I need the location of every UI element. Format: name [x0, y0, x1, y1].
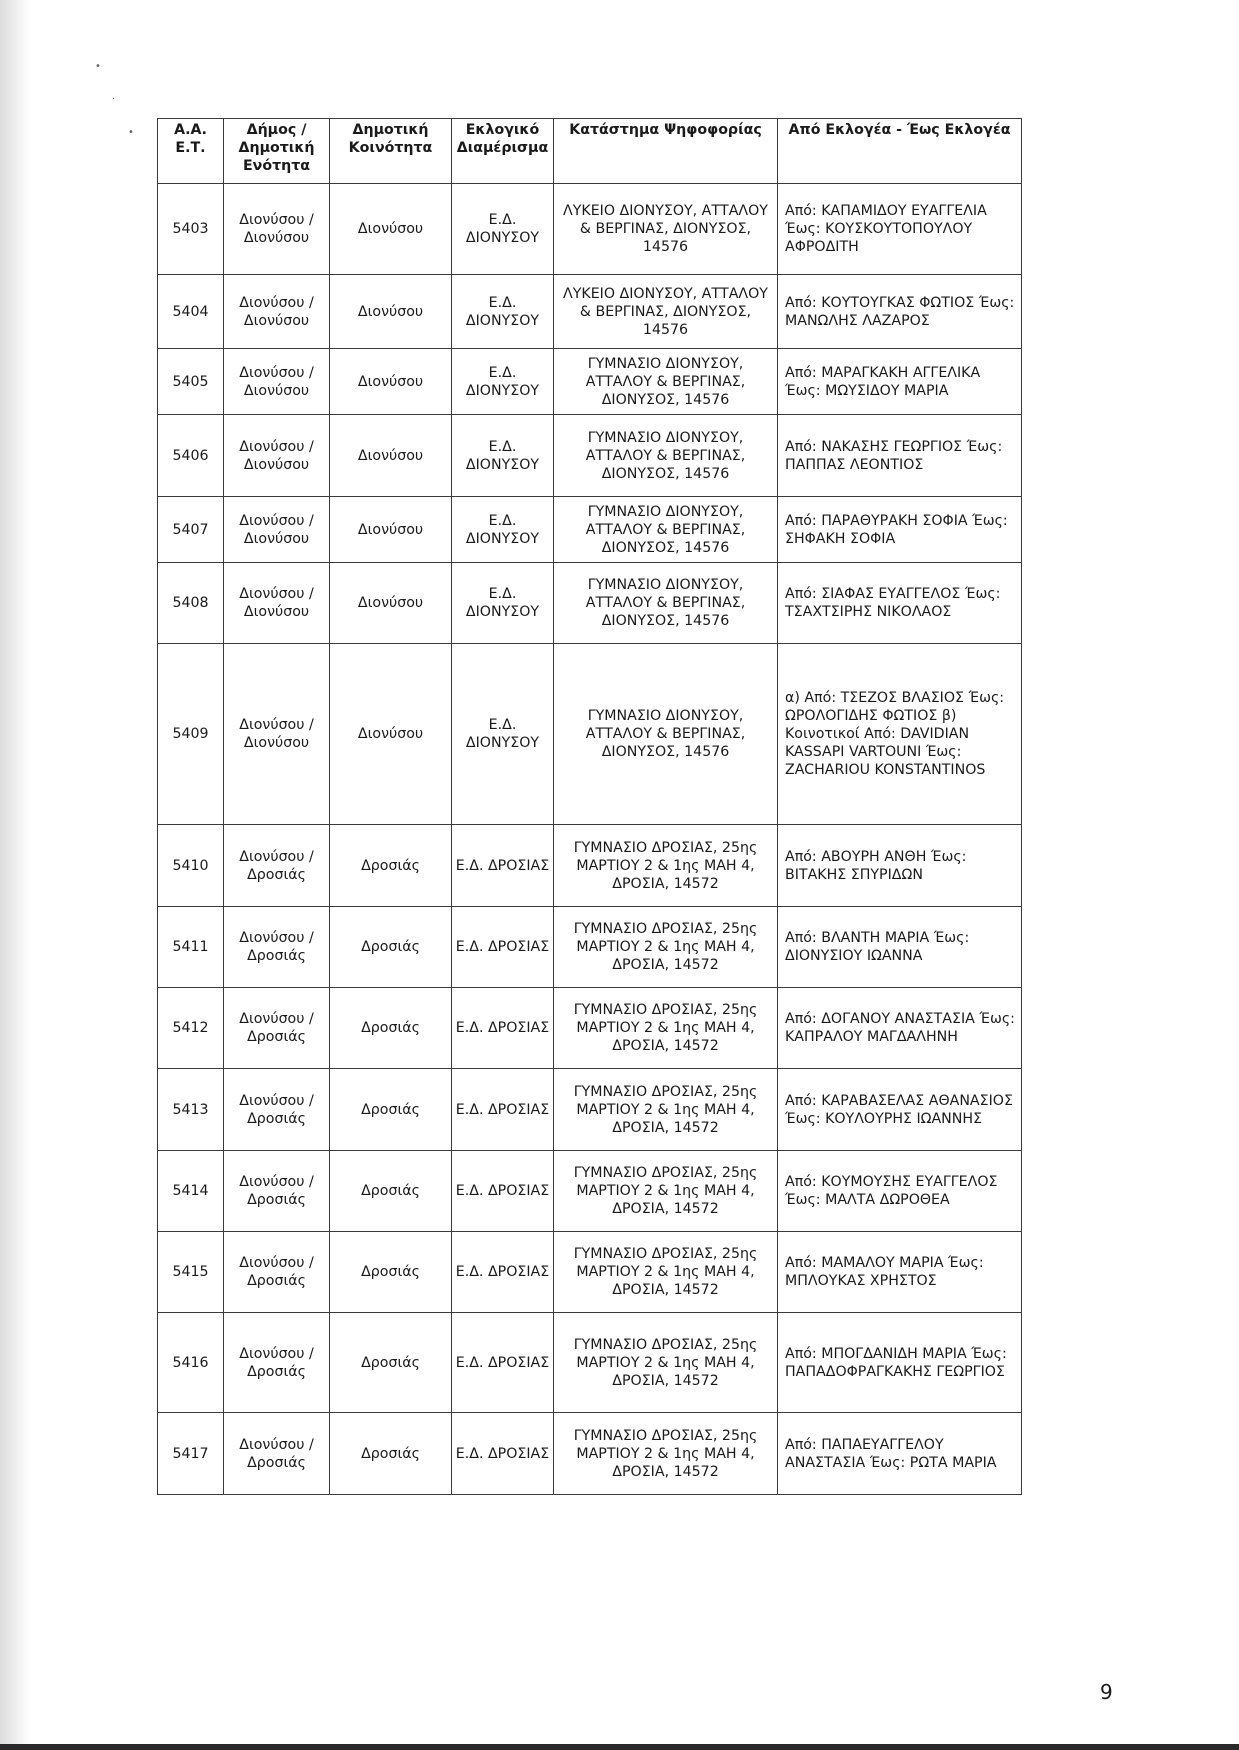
cell-katastima: ΛΥΚΕΙΟ ΔΙΟΝΥΣΟΥ, ΑΤΤΑΛΟΥ & ΒΕΡΓΙΝΑΣ, ΔΙΟΝΥΣΟΣ, 14576 [554, 184, 778, 275]
cell-aa: 5403 [158, 184, 224, 275]
cell-aa: 5417 [158, 1413, 224, 1495]
cell-diamerisma: Ε.Δ. ΔΙΟΝΥΣΟΥ [452, 415, 554, 497]
cell-koinotita: Διονύσου [330, 275, 452, 349]
header-diamerisma: Εκλογικό Διαμέρισμα [452, 119, 554, 184]
cell-dimos: Διονύσου / Δροσιάς [224, 825, 330, 907]
cell-range: Από: ΔΟΓΑΝΟΥ ΑΝΑΣΤΑΣΙΑ Έως: ΚΑΠΡΑΛΟΥ ΜΑΓΔΑΛΗΝΗ [778, 988, 1022, 1069]
cell-koinotita: Δροσιάς [330, 1313, 452, 1413]
cell-dimos: Διονύσου / Διονύσου [224, 497, 330, 563]
cell-aa: 5413 [158, 1069, 224, 1151]
cell-aa: 5411 [158, 907, 224, 988]
cell-katastima: ΓΥΜΝΑΣΙΟ ΔΡΟΣΙΑΣ, 25ης ΜΑΡΤΙΟΥ 2 & 1ης ΜΑΗ 4, ΔΡΟΣΙΑ, 14572 [554, 1232, 778, 1313]
cell-range: Από: ΑΒΟΥΡΗ ΑΝΘΗ Έως: ΒΙΤΑΚΗΣ ΣΠΥΡΙΔΩΝ [778, 825, 1022, 907]
cell-range: Από: ΚΟΥΜΟΥΣΗΣ ΕΥΑΓΓΕΛΟΣ Έως: ΜΑΛΤΑ ΔΩΡΟΘΕΑ [778, 1151, 1022, 1232]
scan-speck: · [112, 94, 116, 105]
cell-katastima: ΓΥΜΝΑΣΙΟ ΔΙΟΝΥΣΟΥ, ΑΤΤΑΛΟΥ & ΒΕΡΓΙΝΑΣ, ΔΙΟΝΥΣΟΣ, 14576 [554, 563, 778, 644]
cell-aa: 5405 [158, 349, 224, 415]
cell-diamerisma: Ε.Δ. ΔΙΟΝΥΣΟΥ [452, 644, 554, 825]
cell-range: Από: ΚΟΥΤΟΥΓΚΑΣ ΦΩΤΙΟΣ Έως: ΜΑΝΩΛΗΣ ΛΑΖΑΡΟΣ [778, 275, 1022, 349]
table-row [158, 349, 1022, 415]
table-row [158, 184, 1022, 275]
cell-dimos: Διονύσου / Δροσιάς [224, 1151, 330, 1232]
cell-katastima: ΓΥΜΝΑΣΙΟ ΔΙΟΝΥΣΟΥ, ΑΤΤΑΛΟΥ & ΒΕΡΓΙΝΑΣ, ΔΙΟΝΥΣΟΣ, 14576 [554, 644, 778, 825]
table-row [158, 825, 1022, 907]
table-row [158, 644, 1022, 825]
header-dimos: Δήμος / Δημοτική Ενότητα [224, 119, 330, 184]
cell-koinotita: Διονύσου [330, 497, 452, 563]
cell-aa: 5414 [158, 1151, 224, 1232]
cell-diamerisma: Ε.Δ. ΔΡΟΣΙΑΣ [452, 1151, 554, 1232]
scan-bottom-edge [0, 1744, 1239, 1750]
cell-dimos: Διονύσου / Δροσιάς [224, 1232, 330, 1313]
cell-aa: 5416 [158, 1313, 224, 1413]
cell-range: Από: ΝΑΚΑΣΗΣ ΓΕΩΡΓΙΟΣ Έως: ΠΑΠΠΑΣ ΛΕΟΝΤΙΟΣ [778, 415, 1022, 497]
cell-koinotita: Διονύσου [330, 563, 452, 644]
page-number: 9 [1100, 1680, 1113, 1704]
cell-dimos: Διονύσου / Διονύσου [224, 275, 330, 349]
cell-range: Από: ΜΠΟΓΔΑΝΙΔΗ ΜΑΡΙΑ Έως: ΠΑΠΑΔΟΦΡΑΓΚΑΚΗΣ ΓΕΩΡΓΙΟΣ [778, 1313, 1022, 1413]
cell-aa: 5407 [158, 497, 224, 563]
cell-koinotita: Διονύσου [330, 644, 452, 825]
cell-dimos: Διονύσου / Διονύσου [224, 349, 330, 415]
cell-dimos: Διονύσου / Δροσιάς [224, 1413, 330, 1495]
table-row [158, 497, 1022, 563]
table-row [158, 275, 1022, 349]
cell-range: Από: ΚΑΠΑΜΙΔΟΥ ΕΥΑΓΓΕΛΙΑ Έως: ΚΟΥΣΚΟΥΤΟΠΟΥΛΟΥ ΑΦΡΟΔΙΤΗ [778, 184, 1022, 275]
cell-aa: 5409 [158, 644, 224, 825]
cell-range: Από: ΒΛΑΝΤΗ ΜΑΡΙΑ Έως: ΔΙΟΝΥΣΙΟΥ ΙΩΑΝΝΑ [778, 907, 1022, 988]
cell-koinotita: Δροσιάς [330, 1069, 452, 1151]
scan-speck: • [95, 61, 101, 72]
header-range: Από Εκλογέα - Έως Εκλογέα [778, 119, 1022, 184]
cell-aa: 5404 [158, 275, 224, 349]
cell-range: Από: ΠΑΡΑΘΥΡΑΚΗ ΣΟΦΙΑ Έως: ΣΗΦΑΚΗ ΣΟΦΙΑ [778, 497, 1022, 563]
cell-katastima: ΓΥΜΝΑΣΙΟ ΔΡΟΣΙΑΣ, 25ης ΜΑΡΤΙΟΥ 2 & 1ης ΜΑΗ 4, ΔΡΟΣΙΑ, 14572 [554, 1069, 778, 1151]
table-row [158, 1313, 1022, 1413]
cell-diamerisma: Ε.Δ. ΔΡΟΣΙΑΣ [452, 825, 554, 907]
cell-aa: 5415 [158, 1232, 224, 1313]
cell-range: Από: ΣΙΑΦΑΣ ΕΥΑΓΓΕΛΟΣ Έως: ΤΣΑΧΤΣΙΡΗΣ ΝΙΚΟΛΑΟΣ [778, 563, 1022, 644]
table-row [158, 1151, 1022, 1232]
cell-katastima: ΓΥΜΝΑΣΙΟ ΔΡΟΣΙΑΣ, 25ης ΜΑΡΤΙΟΥ 2 & 1ης ΜΑΗ 4, ΔΡΟΣΙΑ, 14572 [554, 1313, 778, 1413]
cell-katastima: ΓΥΜΝΑΣΙΟ ΔΡΟΣΙΑΣ, 25ης ΜΑΡΤΙΟΥ 2 & 1ης ΜΑΗ 4, ΔΡΟΣΙΑ, 14572 [554, 1151, 778, 1232]
cell-diamerisma: Ε.Δ. ΔΡΟΣΙΑΣ [452, 907, 554, 988]
cell-dimos: Διονύσου / Διονύσου [224, 644, 330, 825]
cell-dimos: Διονύσου / Διονύσου [224, 184, 330, 275]
cell-diamerisma: Ε.Δ. ΔΡΟΣΙΑΣ [452, 1313, 554, 1413]
cell-diamerisma: Ε.Δ. ΔΡΟΣΙΑΣ [452, 1232, 554, 1313]
cell-aa: 5406 [158, 415, 224, 497]
cell-koinotita: Δροσιάς [330, 907, 452, 988]
cell-diamerisma: Ε.Δ. ΔΡΟΣΙΑΣ [452, 988, 554, 1069]
cell-range: Από: ΠΑΠΑΕΥΑΓΓΕΛΟΥ ΑΝΑΣΤΑΣΙΑ Έως: ΡΩΤΑ ΜΑΡΙΑ [778, 1413, 1022, 1495]
cell-katastima: ΓΥΜΝΑΣΙΟ ΔΙΟΝΥΣΟΥ, ΑΤΤΑΛΟΥ & ΒΕΡΓΙΝΑΣ, ΔΙΟΝΥΣΟΣ, 14576 [554, 497, 778, 563]
cell-diamerisma: Ε.Δ. ΔΙΟΝΥΣΟΥ [452, 563, 554, 644]
scan-shadow [0, 0, 30, 1750]
cell-diamerisma: Ε.Δ. ΔΡΟΣΙΑΣ [452, 1069, 554, 1151]
cell-koinotita: Δροσιάς [330, 1151, 452, 1232]
table-row [158, 1232, 1022, 1313]
cell-aa: 5412 [158, 988, 224, 1069]
table-row [158, 907, 1022, 988]
cell-koinotita: Διονύσου [330, 184, 452, 275]
cell-koinotita: Δροσιάς [330, 1413, 452, 1495]
table-row [158, 988, 1022, 1069]
cell-koinotita: Δροσιάς [330, 1232, 452, 1313]
cell-dimos: Διονύσου / Δροσιάς [224, 1069, 330, 1151]
cell-dimos: Διονύσου / Δροσιάς [224, 907, 330, 988]
cell-katastima: ΓΥΜΝΑΣΙΟ ΔΡΟΣΙΑΣ, 25ης ΜΑΡΤΙΟΥ 2 & 1ης ΜΑΗ 4, ΔΡΟΣΙΑ, 14572 [554, 988, 778, 1069]
cell-dimos: Διονύσου / Δροσιάς [224, 1313, 330, 1413]
cell-koinotita: Δροσιάς [330, 825, 452, 907]
cell-range: Από: ΜΑΜΑΛΟΥ ΜΑΡΙΑ Έως: ΜΠΛΟΥΚΑΣ ΧΡΗΣΤΟΣ [778, 1232, 1022, 1313]
cell-katastima: ΓΥΜΝΑΣΙΟ ΔΙΟΝΥΣΟΥ, ΑΤΤΑΛΟΥ & ΒΕΡΓΙΝΑΣ, ΔΙΟΝΥΣΟΣ, 14576 [554, 415, 778, 497]
cell-range: Από: ΜΑΡΑΓΚΑΚΗ ΑΓΓΕΛΙΚΑ Έως: ΜΩΥΣΙΔΟΥ ΜΑΡΙΑ [778, 349, 1022, 415]
header-aa: Α.Α. Ε.Τ. [158, 119, 224, 184]
scan-speck: • [128, 127, 134, 138]
cell-dimos: Διονύσου / Διονύσου [224, 415, 330, 497]
polling-stations-table [157, 118, 1022, 1495]
table-row [158, 1413, 1022, 1495]
table-row [158, 1069, 1022, 1151]
cell-dimos: Διονύσου / Δροσιάς [224, 988, 330, 1069]
cell-diamerisma: Ε.Δ. ΔΡΟΣΙΑΣ [452, 1413, 554, 1495]
cell-diamerisma: Ε.Δ. ΔΙΟΝΥΣΟΥ [452, 275, 554, 349]
cell-koinotita: Δροσιάς [330, 988, 452, 1069]
cell-katastima: ΓΥΜΝΑΣΙΟ ΔΙΟΝΥΣΟΥ, ΑΤΤΑΛΟΥ & ΒΕΡΓΙΝΑΣ, ΔΙΟΝΥΣΟΣ, 14576 [554, 349, 778, 415]
table-row [158, 415, 1022, 497]
cell-katastima: ΓΥΜΝΑΣΙΟ ΔΡΟΣΙΑΣ, 25ης ΜΑΡΤΙΟΥ 2 & 1ης ΜΑΗ 4, ΔΡΟΣΙΑ, 14572 [554, 825, 778, 907]
header-koinotita: Δημοτική Κοινότητα [330, 119, 452, 184]
cell-aa: 5410 [158, 825, 224, 907]
cell-katastima: ΛΥΚΕΙΟ ΔΙΟΝΥΣΟΥ, ΑΤΤΑΛΟΥ & ΒΕΡΓΙΝΑΣ, ΔΙΟΝΥΣΟΣ, 14576 [554, 275, 778, 349]
cell-range: Από: ΚΑΡΑΒΑΣΕΛΑΣ ΑΘΑΝΑΣΙΟΣ Έως: ΚΟΥΛΟΥΡΗΣ ΙΩΑΝΝΗΣ [778, 1069, 1022, 1151]
cell-koinotita: Διονύσου [330, 415, 452, 497]
cell-diamerisma: Ε.Δ. ΔΙΟΝΥΣΟΥ [452, 497, 554, 563]
cell-diamerisma: Ε.Δ. ΔΙΟΝΥΣΟΥ [452, 184, 554, 275]
cell-aa: 5408 [158, 563, 224, 644]
cell-dimos: Διονύσου / Διονύσου [224, 563, 330, 644]
cell-koinotita: Διονύσου [330, 349, 452, 415]
cell-diamerisma: Ε.Δ. ΔΙΟΝΥΣΟΥ [452, 349, 554, 415]
table-row [158, 563, 1022, 644]
cell-katastima: ΓΥΜΝΑΣΙΟ ΔΡΟΣΙΑΣ, 25ης ΜΑΡΤΙΟΥ 2 & 1ης ΜΑΗ 4, ΔΡΟΣΙΑ, 14572 [554, 907, 778, 988]
header-katastima: Κατάστημα Ψηφοφορίας [554, 119, 778, 184]
cell-range: α) Από: ΤΣΕΖΟΣ ΒΛΑΣΙΟΣ Έως: ΩΡΟΛΟΓΙΔΗΣ ΦΩΤΙΟΣ β) Κοινοτικοί Από: DAVIDIAN KASSAPI VARTOUNI Έως: ZACHARIOU KONSTANTINOS [778, 644, 1022, 825]
cell-katastima: ΓΥΜΝΑΣΙΟ ΔΡΟΣΙΑΣ, 25ης ΜΑΡΤΙΟΥ 2 & 1ης ΜΑΗ 4, ΔΡΟΣΙΑ, 14572 [554, 1413, 778, 1495]
table-header-row [158, 119, 1022, 184]
